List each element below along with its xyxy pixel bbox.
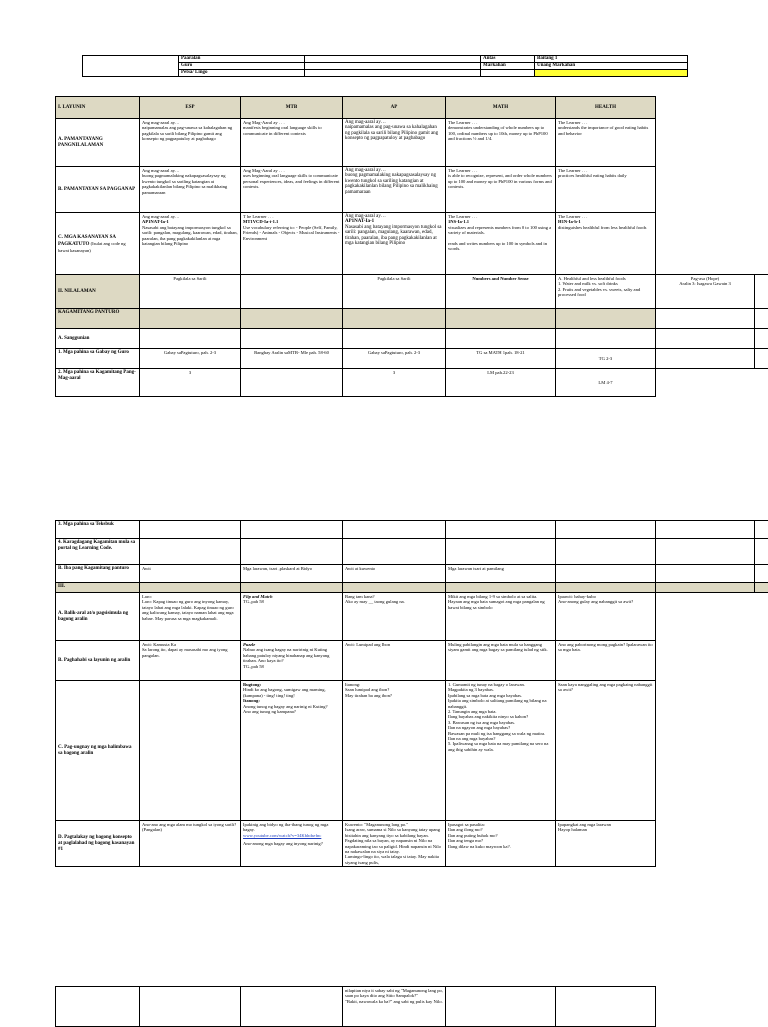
pt-health: Ipapangkat ang mga larawan Hayop halaman xyxy=(556,821,656,867)
pt-mtb xyxy=(241,821,343,867)
pp-health: The Learner . . . understands the importance of good eating habits and behavior xyxy=(556,119,656,167)
ks-ap-text: Nasasabi ang batayang impormasyon tungkol sa sarili: pangalan, magulang, kaarawan, edad, tirahan, paaralan, iba pang pagkakakilanlan at mga katangian bilang Pilipino xyxy=(345,224,442,247)
pg-health: The Learner . . . practices healthful eating habits daily xyxy=(556,167,656,213)
row-label-paghahabi: B. Paghahabi sa layunin ng aralin xyxy=(56,641,140,681)
lesson-plan-table-3 xyxy=(55,986,768,1027)
kasanayan-note: (Isulat ang code ng bawat kasanayan) xyxy=(58,240,126,253)
ks-health-text: distinguishes healthful from less healthful foods xyxy=(558,224,647,230)
ba-mtb xyxy=(241,593,343,641)
pp-mtb: Ang Mag-Aaral ay . . . manifests beginning oral language skills to communicate in different contexts xyxy=(241,119,343,167)
row-label-pag-uugnay: C. Pag-uugnay ng mga halimbawa sa bagong aralin xyxy=(56,681,140,821)
pg-ap: Ang mag-aaral ay… buong pagmamalaking nakapagsasalaysay ng kwento tungkol sa sariling katangian at pagkakakilanlan bilang Pilipino sa malikhaing pamamaraan xyxy=(343,167,446,213)
lesson-plan-table-1 xyxy=(55,96,768,397)
header-paaralan: Paaralan xyxy=(179,56,305,63)
ph-math: Muling pabilangin ang mga bata mula sa hanggang siyam gamit ang mga bagay sa pamilang tulad ng stik. xyxy=(446,641,556,681)
header-antas: Antas xyxy=(481,56,535,63)
gg-mtb: Banghay Aralin saMTB- Mle pah. 58-60 xyxy=(241,349,343,369)
ba-mtb-text: TG.,pah 58 xyxy=(243,599,264,605)
lesson-plan-table-2 xyxy=(55,520,768,867)
gg-ap: Gabay saPagtuturo, pah. 2-3 xyxy=(343,349,446,369)
ks-math-code: 1NS-Ia-1.1 xyxy=(448,219,470,225)
pu-ap: Itanong: Saan lumipad ang ibon? May tirahan ba ang ibon? xyxy=(343,681,446,821)
lm-math: LM pah.22-23 xyxy=(446,369,556,397)
ib-mtb: Mga larawan, tsart ,plaskard at Bidyo xyxy=(241,565,343,583)
nl-ap: Pagkilala sa Sarili xyxy=(343,275,446,309)
ba-health: Ipaawit: bahay-kubo Ano-anong gulay ang nabanggit sa awit? xyxy=(556,593,656,641)
nl-mtb xyxy=(241,275,343,309)
pg-mtb: Ang Mag-Aaral ay . . . uses beginning oral language skills to communicate personal experiences, ideas, and feelings in different contexts. xyxy=(241,167,343,213)
row-label-layunin: I. LAYUNIN xyxy=(56,97,140,119)
ks-esp xyxy=(140,213,241,275)
pt-ap: Kuwento: "Maganunong lang po." Isang araw, sumama si Nilo sa kanyang tatay upang bisitahin ang kanyang tiyo sa kabilang bayan. Pagdating nila sa bayan, ay napansin ni Nilo na napakaraming tao sa paligid. Hindi napansin ni Nilo na nakawalan na siya ni tatay. Lumingo-lingo ito, wala talaga si tatay. May nakita siyang isang pulis, xyxy=(343,821,446,867)
col-header-esp: ESP xyxy=(140,97,241,119)
pt-mtb-text-2: Ano-anong mga bagay ang inyong narinig? xyxy=(243,841,323,847)
header-yellow-cell xyxy=(535,70,688,77)
ks-math-intro: The Learner . . . xyxy=(448,214,478,219)
col-header-ap: AP xyxy=(343,97,446,119)
ks-esp-code: AP1NAT-Ia-1 xyxy=(142,219,169,225)
pu-mtb-itanong-text: Anong tunog ng bagay ang narinig ni Kuting? Ano ang tunog ng kampana? xyxy=(243,703,328,715)
header-guro: Guro xyxy=(179,63,305,70)
ba-esp: Laro: Laro: Kapag tinuao ng guro ang inyong kamay, tatayo lahat ang mga lalaki. Kapag tinuao ng guro ang kaliwang kamay, tatayo naman lahat ang mga babae. May parusa sa mga magkakamali. xyxy=(140,593,241,641)
ks-ap xyxy=(343,213,446,275)
row-label-sanggunian: A. Sanggunian xyxy=(56,329,140,349)
row-label-karagdagang-kagamitan: 4. Karagdagang Kagamitan mula sa portal ng Learning Code. xyxy=(56,539,140,565)
header-table xyxy=(82,55,688,77)
cont-ap: nilapitan niya it sabay sabi ng "Maganunong lang po, saan po kaya dito ang Sitio Sampalok?" "Bakit, nawawala ka ba?" ang sabi ng pulis kay Nilo. xyxy=(343,987,446,1027)
row-label-balik-aral: A. Balik-aral at/o pagsisimula ng bagong aralin xyxy=(56,593,140,641)
pu-health: Saan kaya nanggaling ang mga pagkaing nabanggit sa awit? xyxy=(556,681,656,821)
ks-math-text: visualizes and represents numbers from 0 to 100 using a variety of materials. reads and writes numbers up to 100 in symbols and in words. xyxy=(448,224,552,252)
ks-esp-text: Nasasabi ang batayang impormasyon tungkol sa sarili: pangalan, magulang, kaarawan, edad, tirahan, paaralan, iba pang pagkakakilanlan at mga katangian bilang Pilipino xyxy=(142,224,238,247)
col-header-mtb: MTB xyxy=(241,97,343,119)
header-blank xyxy=(83,56,179,77)
row-label-nilalaman: II. NILALAMAN xyxy=(56,275,140,309)
row-label-pamantayan-sa-pagganap: B. PAMANTAYAN SA PAGGANAP xyxy=(56,167,140,213)
gg-math: TG sa MATH 1pah. 18-21 xyxy=(446,349,556,369)
ph-ap: Awit: Lumipad ang Ibon xyxy=(343,641,446,681)
header-petsa-value xyxy=(305,70,481,77)
nl-math: Numbers and Number Sense xyxy=(446,275,556,309)
lm-ap: 3 xyxy=(343,369,446,397)
header-blank-2 xyxy=(481,70,535,77)
ph-mtb-title: Puzzle xyxy=(243,642,256,647)
lm-mtb xyxy=(241,369,343,397)
col-header-health: HEALTH xyxy=(556,97,656,119)
row-label-gabay-ng-guro: 1. Mga pahina sa Gabay ng Guro xyxy=(56,349,140,369)
header-paaralan-value xyxy=(305,56,481,63)
row-label-kagamitang-pang-mag-aaral: 2. Mga pahina sa Kagamitang Pang-Mag-aaral xyxy=(56,369,140,397)
ba-math: Mikit ang mga bilang 1-9 sa simbolo at sa salita. Hayaan ang mga bata sumagot ang mga pangalan ng bawat bilang sa simbolo xyxy=(446,593,556,641)
gg-esp: Gabay saPagtuturo, pah. 2-3 xyxy=(140,349,241,369)
ib-ap: Awit at kuwento xyxy=(343,565,446,583)
pg-math: The Learner . . . is able to recognize, represent, and order whole numbers up to 100 and money up to PhP100 in various forms and contexts. xyxy=(446,167,556,213)
ks-mtb xyxy=(241,213,343,275)
nl-health: A. Healthful and less healthful foods 1. Water and milk vs. soft drinks 2. Fruits and vegetables vs. sweets, salty and processed food xyxy=(556,275,656,309)
pp-esp: Ang mag-aaral ay… naipamamalas ang pag-unawa sa kahalagahan ng pagkilala sa sarili bilang Pilipino gamit ang konsepto ng pagpapatuloy at pagbabago xyxy=(140,119,241,167)
pt-esp: Ano-ano ang mga alam mo tungkol sa iyong sarili? (Pangalan) xyxy=(140,821,241,867)
header-petsa: Petsa/ Lingo xyxy=(179,70,305,77)
col-header-math: MATH xyxy=(446,97,556,119)
pt-math: Ipasagot sa pasalita: Ilan ang ilong mo? Ilan ang puting buhok mo? Ilan ang tenga mo? Ilang dilaw na kuko mayroon ka?. xyxy=(446,821,556,867)
ks-ap-code: AP1NAT-Ia-1 xyxy=(345,219,375,225)
ib-math: Mga larawan tsart at pamilang xyxy=(446,565,556,583)
ks-mtb-intro: T he Learner . . . xyxy=(243,214,274,219)
ph-mtb xyxy=(241,641,343,681)
ph-health: Ano ang paborinong mong pagkain? Ipalarawan ito sa mga bata. xyxy=(556,641,656,681)
header-markahan: Markahan xyxy=(481,63,535,70)
ks-math xyxy=(446,213,556,275)
row-label-kagamitang-panturo: KAGAMITANG PANTURO xyxy=(56,309,140,329)
nl-extra: Pag-asa (Hope) Aralin 3: Isagawa Gawain 3 xyxy=(656,275,755,309)
ks-health-intro: The Learner . . . xyxy=(558,214,588,219)
lm-esp: 3 xyxy=(140,369,241,397)
pu-mtb-bugtong-text: Hindi ko ang bagong, sumigaw ang maming, (kampana) - ting! ting! ting! xyxy=(243,687,326,698)
ba-ap: Bang tam kana? Ako ay may __ taong gulang na. xyxy=(343,593,446,641)
ks-ap-intro: Ang mag-aaral ay… xyxy=(345,214,386,219)
pp-math: The Learner . . . demonstrates understanding of whole numbers up to 100, ordinal numbers up to 10th, money up to PhP100 and fractions ½ and 1/4. xyxy=(446,119,556,167)
lm-health: LM 4-7 xyxy=(556,369,656,397)
header-baitang: Baitang 1 xyxy=(535,56,688,63)
pu-mtb-bugtong: Bugtong: xyxy=(243,682,262,687)
ks-health-code: H1N-Ia-b-1 xyxy=(558,219,581,225)
ph-mtb-text: Nabuo ang isang bagay na naririnig ni Kuting habang patuloy niyang hinahanap ang kanyang tirahan. Ano kaya ito? TG.,pah 58 xyxy=(243,647,330,669)
ks-esp-intro: Ang mag-aaral ay… xyxy=(142,214,180,219)
ks-mtb-code: MT1VCD-Ia-i-1.1 xyxy=(243,219,279,225)
pu-mtb xyxy=(241,681,343,821)
ib-esp: Awit xyxy=(140,565,241,583)
pt-mtb-video-link[interactable]: www.youtube.com/watch?v=34Kbhdsefnc xyxy=(243,832,322,838)
row-label-kasanayan xyxy=(56,213,140,275)
header-unang-markahan: Unang Markahan xyxy=(535,63,688,70)
header-guro-value xyxy=(305,63,481,70)
nl-esp: Pagkilala sa Sarili xyxy=(140,275,241,309)
row-label-pamamaraan: III. xyxy=(56,583,140,593)
row-label-pagtalakay: D. Pagtalakay ng bagong konsepto at paglalahad ng bagong kasanayan #1 xyxy=(56,821,140,867)
ph-esp: Awit: Kamusta Ka Sa larong ito, dapat ay masasabi mo ang iyong pangalan. xyxy=(140,641,241,681)
pu-math: 1. Gumamit ng tunay na bagay o larawan. Magpakita ng 3 bayabas. Ipabilang sa mga bata ang mga bayabas. Ipakita ang simbolo at salitang pamilang ng bilang na nabanggit. 2. Tanungin ang mga bata. Ilang bayabas ang nakikita ninyo sa kahon? 3. Bawasan ng isa ang mga bayabas. Ilan na ngayon ang mga bayabas? Bawasan pa muli ng isa hanggang sa wala ng matira. Ilan na ang mga bayabas? 5. Ipaliwanag sa mga bata na may pamilang na sero na ang ibig sabihin ay wala. xyxy=(446,681,556,821)
pt-mtb-text-1: Ipakinig ang bidyo ng iba-ibang tunog ng mga bagay. xyxy=(243,822,329,833)
pp-ap: Ang mag-aaral ay… naipamamalas ang pag-unawa sa kahalagahan ng pagkilala sa sarili bilang Pilipino gamit ang konsepto ng pagpapatuloy at pagbabago xyxy=(343,119,446,167)
ks-mtb-text: Use vocabulary referring to: - People (Self, Family, Friends) - Animals - Objects - Musical Instruments - Environment xyxy=(243,224,340,241)
kasanayan-title: C. MGA KASANAYAN SA PAGKATUTO xyxy=(58,235,116,247)
ba-mtb-title: Flip and Match xyxy=(243,594,273,599)
row-label-teksbuk: 3. Mga pahina sa Teksbuk xyxy=(56,521,140,539)
ks-health xyxy=(556,213,656,275)
pu-esp xyxy=(140,681,241,821)
gg-health: TG 2-3 xyxy=(556,349,656,369)
pu-mtb-itanong: Itanong: xyxy=(243,698,260,704)
row-label-iba-pang-kagamitan: B. Iba pang Kagamitang panturo xyxy=(56,565,140,583)
row-label-pamantayang-pangnilalaman: A. PAMANTAYANG PANGNILALAMAN xyxy=(56,119,140,167)
pg-esp: Ang mag-aaral ay… buong pagmamalaking nakapagsasalaysay ng kwento tungkol sa sariling katangian at pagkakakilanlan bilang Pilipino sa malikhaing pamamaraan xyxy=(140,167,241,213)
